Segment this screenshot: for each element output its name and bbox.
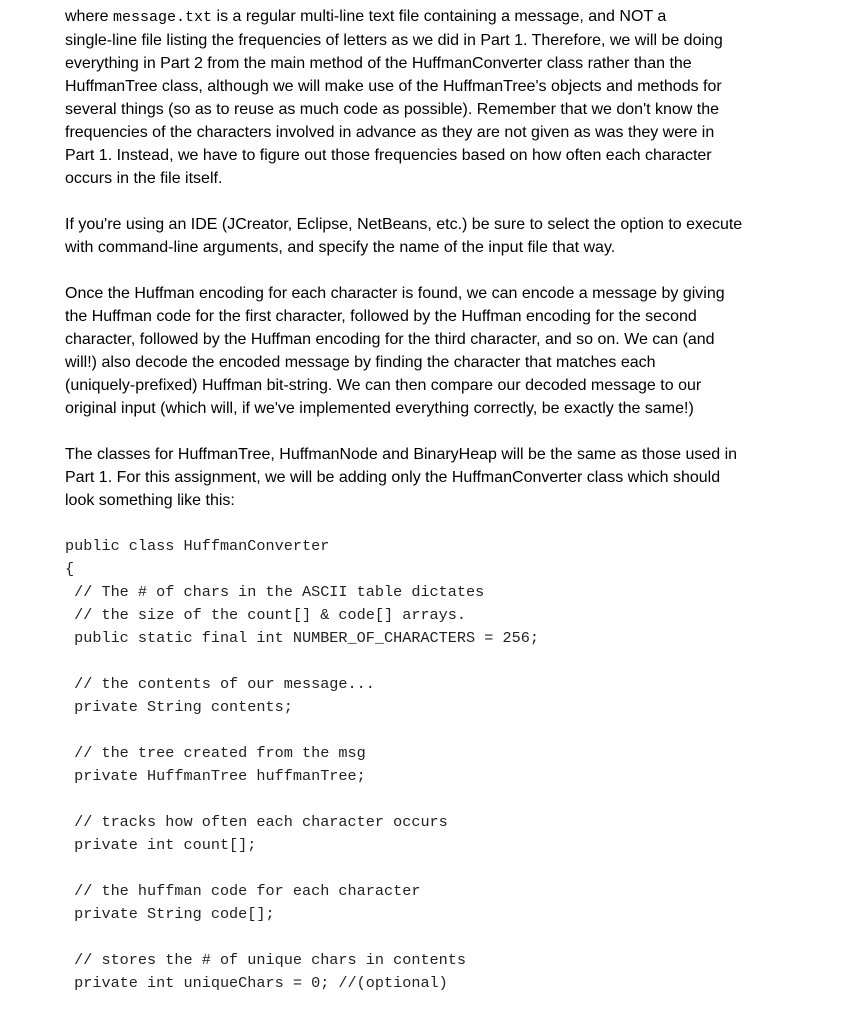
- code-block: [65, 535, 795, 995]
- text-segment: where: [65, 8, 114, 25]
- code-line: private int count[];: [65, 836, 257, 854]
- code-line: private HuffmanTree huffmanTree;: [65, 767, 366, 785]
- text-line: [65, 5, 795, 29]
- text-line: Part 1. For this assignment, we will be adding only the HuffmanConverter class which should: [65, 469, 721, 486]
- text-line: original input (which will, if we've implemented everything correctly, be exactly the same!): [65, 400, 694, 417]
- text-segment: is a regular multi-line text file containing a message, and NOT a: [212, 8, 667, 25]
- code-line: // the huffman code for each character: [65, 882, 421, 900]
- code-line: [65, 788, 795, 811]
- paragraph-ide: [65, 213, 795, 259]
- document-page: [65, 5, 795, 995]
- body-text: [65, 5, 795, 512]
- code-line: [65, 719, 795, 742]
- text-line: will!) also decode the encoded message by finding the character that matches each: [65, 354, 656, 371]
- text-line: several things (so as to reuse as much code as possible). Remember that we don't know the: [65, 101, 720, 118]
- code-line: // tracks how often each character occurs: [65, 813, 448, 831]
- text-line: single-line file listing the frequencies of letters as we did in Part 1. Therefore, we will be doing: [65, 32, 723, 49]
- text-line: frequencies of the characters involved in advance as they are not given as was they were in: [65, 124, 715, 141]
- code-line: // the tree created from the msg: [65, 744, 366, 762]
- code-line: private String contents;: [65, 698, 293, 716]
- paragraph-encoding: [65, 282, 795, 420]
- text-line: If you're using an IDE (JCreator, Eclipse, NetBeans, etc.) be sure to select the option to execute: [65, 216, 743, 233]
- text-line: Once the Huffman encoding for each character is found, we can encode a message by giving: [65, 285, 725, 302]
- paragraph-intro: [65, 5, 795, 190]
- text-line: The classes for HuffmanTree, HuffmanNode and BinaryHeap will be the same as those used in: [65, 446, 738, 463]
- text-line: character, followed by the Huffman encoding for the third character, and so on. We can (and: [65, 331, 715, 348]
- code-line: // the contents of our message...: [65, 675, 375, 693]
- text-line: with command-line arguments, and specify the name of the input file that way.: [65, 239, 616, 256]
- paragraph-classes: [65, 443, 795, 512]
- code-line: // The # of chars in the ASCII table dictates: [65, 583, 485, 601]
- text-line: (uniquely-prefixed) Huffman bit-string. We can then compare our decoded message to our: [65, 377, 702, 394]
- text-line: HuffmanTree class, although we will make use of the HuffmanTree's objects and methods for: [65, 78, 722, 95]
- code-line: [65, 650, 795, 673]
- code-line: // the size of the count[] & code[] arrays.: [65, 606, 467, 624]
- text-line: look something like this:: [65, 492, 235, 509]
- code-line: // stores the # of unique chars in contents: [65, 951, 467, 969]
- code-line: {: [65, 560, 75, 578]
- code-line: [65, 926, 795, 949]
- text-line: occurs in the file itself.: [65, 170, 223, 187]
- code-line: private int uniqueChars = 0; //(optional): [65, 974, 448, 992]
- text-line: the Huffman code for the first character, followed by the Huffman encoding for the second: [65, 308, 697, 325]
- code-line: public class HuffmanConverter: [65, 537, 330, 555]
- text-line: Part 1. Instead, we have to figure out those frequencies based on how often each character: [65, 147, 712, 164]
- filename-code: message.txt: [113, 9, 213, 26]
- text-line: everything in Part 2 from the main method of the HuffmanConverter class rather than the: [65, 55, 692, 72]
- code-line: [65, 857, 795, 880]
- code-line: public static final int NUMBER_OF_CHARACTERS = 256;: [65, 629, 539, 647]
- code-line: private String code[];: [65, 905, 275, 923]
